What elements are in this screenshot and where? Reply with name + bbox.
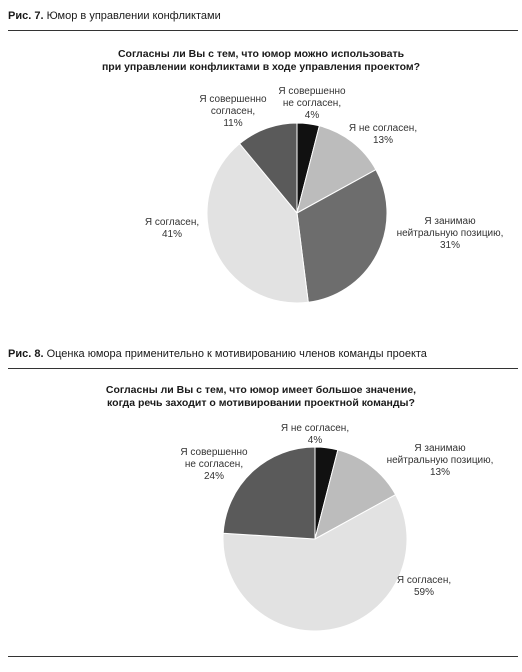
slice-label — [349, 123, 417, 146]
caption-text: Юмор в управлении конфликтами — [43, 10, 221, 22]
chart-title-line: Согласны ли Вы с тем, что юмор имеет большое значение, — [105, 384, 417, 396]
figure-7 — [0, 0, 522, 330]
slice-category-label: Я совершенно — [199, 94, 267, 105]
slice-category-label: Я совершенно — [278, 86, 346, 97]
divider — [8, 656, 518, 657]
slice-category-label: Я не согласен, — [348, 123, 418, 134]
slice-value-label: 31% — [439, 240, 461, 251]
slice-category-label: согласен, — [210, 106, 256, 117]
caption-number: Рис. 7. — [8, 10, 44, 22]
slice-value-label: 11% — [223, 118, 243, 129]
slice-label — [278, 86, 346, 121]
slice-label — [199, 94, 267, 129]
slice-category-label: Я занимаю — [424, 216, 476, 227]
chart-title-line: Согласны ли Вы с тем, что юмор можно использовать — [117, 48, 405, 60]
slice-label — [397, 216, 504, 251]
figure-8 — [0, 338, 522, 672]
caption-text: Оценка юмора применительно к мотивированию членов команды проекта — [43, 348, 427, 360]
slice-value-label: 4% — [304, 110, 320, 121]
slice-label — [145, 217, 199, 240]
pie-chart — [0, 338, 522, 672]
slice-value-label: 13% — [372, 135, 394, 146]
caption-number: Рис. 8. — [8, 348, 44, 360]
slice-category-label: не согласен, — [282, 98, 342, 109]
slice-label — [397, 575, 451, 598]
slice-category-label: не согласен, — [184, 459, 244, 470]
slice-value-label: 24% — [203, 471, 225, 482]
chart-title-line: при управлении конфликтами в ходе управления проектом? — [101, 61, 421, 73]
slice-category-label: Я занимаю — [414, 443, 466, 454]
slice-category-label: Я не согласен, — [280, 423, 350, 434]
slice-value-label: 41% — [161, 229, 183, 240]
slice-label — [180, 447, 248, 482]
slice-value-label: 13% — [429, 467, 451, 478]
slice-value-label: 4% — [307, 435, 323, 446]
slice-category-label: нейтральную позицию, — [396, 228, 504, 239]
chart-title-line: когда речь заходит о мотивировании проектной команды? — [107, 397, 415, 409]
slice-label — [281, 423, 349, 446]
slice-value-label: 59% — [413, 587, 435, 598]
pie-chart — [0, 0, 522, 330]
slice-category-label: Я совершенно — [180, 447, 248, 458]
slice-category-label: нейтральную позицию, — [386, 455, 494, 466]
slice-category-label: Я согласен, — [396, 575, 452, 586]
slice-label — [387, 443, 494, 478]
slice-category-label: Я согласен, — [144, 217, 200, 228]
